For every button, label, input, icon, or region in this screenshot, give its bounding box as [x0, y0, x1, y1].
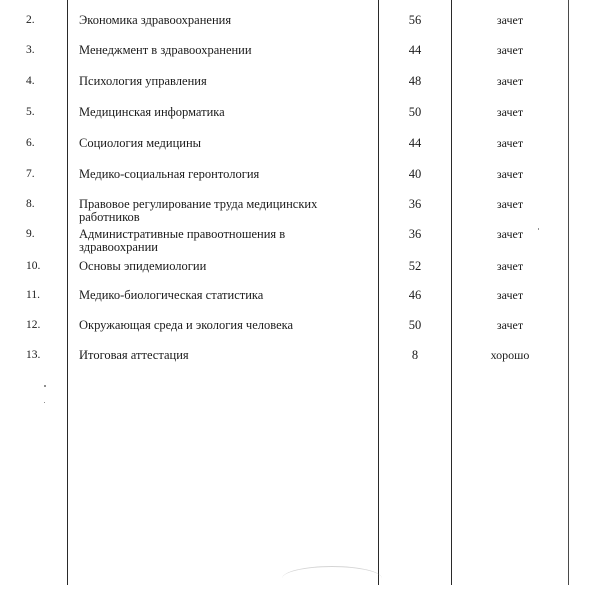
discipline-name: Медико-биологическая статистика [79, 288, 264, 302]
discipline-name: Медико-социальная геронтология [79, 167, 260, 181]
row-number: 9. [26, 228, 35, 240]
discipline-name: Социология медицины [79, 136, 202, 150]
hours-value: 36 [408, 197, 422, 211]
row-number: 5. [26, 106, 35, 118]
hours-value: 46 [408, 288, 422, 302]
result-value: зачет [496, 13, 524, 27]
discipline-name: Экономика здравоохранения [79, 13, 232, 27]
result-value: зачет [496, 288, 524, 302]
result-value: хорошо [490, 348, 530, 362]
hours-value: 50 [408, 318, 422, 332]
discipline-name [79, 198, 371, 224]
row-number: 3. [26, 44, 35, 56]
discipline-name-line: Правовое регулирование труда медицинских [79, 197, 318, 211]
table-column-divider [378, 0, 379, 585]
hours-value: 36 [408, 227, 422, 241]
discipline-name-line: работников [79, 210, 140, 224]
row-number: 7. [26, 168, 35, 180]
hours-value: 40 [408, 167, 422, 181]
discipline-name [79, 228, 371, 254]
hours-value: 8 [411, 348, 419, 362]
scan-speck [538, 228, 539, 230]
result-value: зачет [496, 105, 524, 119]
row-number: 8. [26, 198, 35, 210]
scan-speck [44, 402, 45, 403]
row-number: 12. [26, 319, 41, 331]
result-value: зачет [496, 74, 524, 88]
result-value: зачет [496, 167, 524, 181]
hours-value: 52 [408, 259, 422, 273]
row-number: 6. [26, 137, 35, 149]
discipline-name: Психология управления [79, 74, 207, 88]
discipline-name-line: здравоохрании [79, 240, 158, 254]
discipline-name: Менеджмент в здравоохранении [79, 43, 252, 57]
hours-value: 56 [408, 13, 422, 27]
hours-value: 44 [408, 43, 422, 57]
discipline-name: Итоговая аттестация [79, 348, 189, 362]
table-column-divider [568, 0, 569, 585]
result-value: зачет [496, 259, 524, 273]
result-value: зачет [496, 318, 524, 332]
row-number: 4. [26, 75, 35, 87]
hours-value: 44 [408, 136, 422, 150]
row-number: 11. [26, 289, 40, 301]
row-number: 2. [26, 14, 35, 26]
discipline-name: Медицинская информатика [79, 105, 225, 119]
result-value: зачет [496, 43, 524, 57]
discipline-name: Окружающая среда и экология человека [79, 318, 294, 332]
result-value: зачет [496, 197, 524, 211]
discipline-name-line: Административные правоотношения в [79, 227, 286, 241]
row-number: 10. [26, 260, 41, 272]
hours-value: 50 [408, 105, 422, 119]
result-value: зачет [496, 227, 524, 241]
scan-speck [44, 385, 46, 387]
discipline-name: Основы эпидемиологии [79, 259, 207, 273]
row-number: 13. [26, 349, 41, 361]
hours-value: 48 [408, 74, 422, 88]
result-value: зачет [496, 136, 524, 150]
table-column-divider [67, 0, 68, 585]
stamp-fragment [282, 566, 382, 591]
